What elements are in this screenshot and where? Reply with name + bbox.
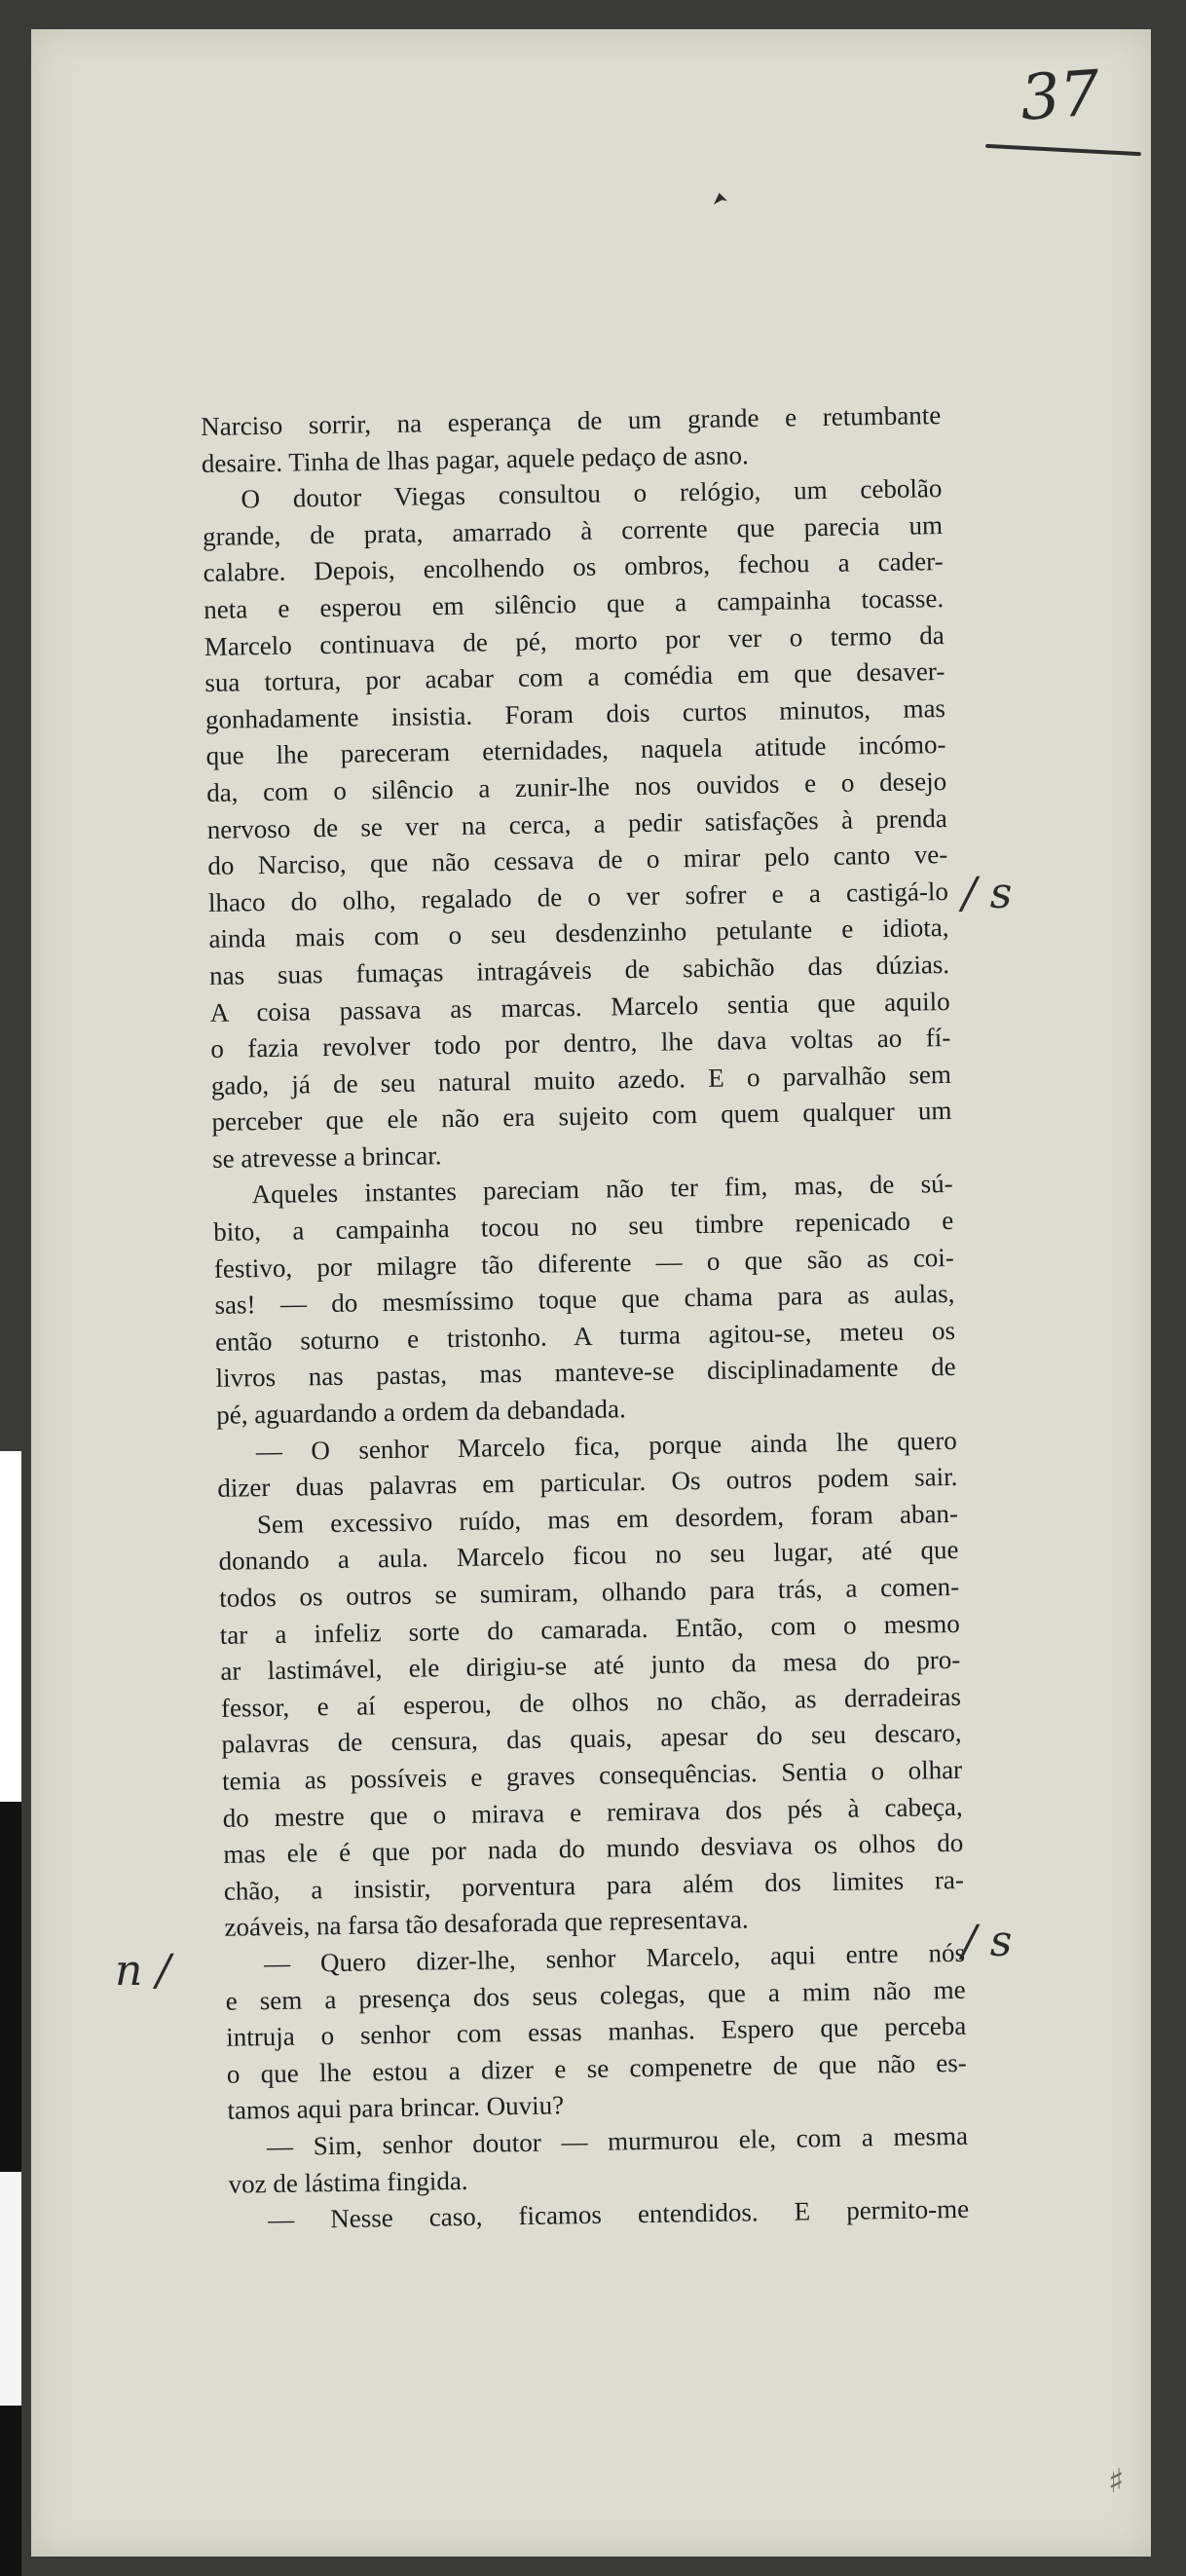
text-line: zoáveis, na farsa tão desaforada que representava. xyxy=(224,1904,749,1943)
text-line: calabre. Depois, encolhendo os ombros, fechou a cader- xyxy=(203,546,944,588)
text-line: chão, a insistir, porventura para além dos limites ra- xyxy=(223,1864,965,1906)
text-line: gado, já de seu natural muito azedo. E o parvalhão sem xyxy=(210,1059,952,1101)
text-line: do Narciso, que não cessava de o mirar pelo canto ve- xyxy=(207,840,948,881)
text-line: sas! — do mesmíssimo toque que chama para as aulas, xyxy=(214,1279,955,1321)
text-line: voz de lástima fingida. xyxy=(228,2165,468,2199)
page-number: 37 xyxy=(1018,57,1102,135)
text-line: grande, de prata, amarrado à corrente que parecia um xyxy=(202,509,944,551)
margin-correction-mark: n / xyxy=(115,1946,171,1996)
text-line: ainda mais com o seu desdenzinho petulante e idiota, xyxy=(208,913,949,954)
text-line: dizer duas palavras em particular. Os outros podem sair. xyxy=(217,1462,958,1504)
margin-correction-mark: / s xyxy=(962,1917,1013,1966)
text-line: gonhadamente insistia. Foram dois curtos minutos, mas xyxy=(204,692,946,734)
corner-pencil-mark: ♯ xyxy=(1108,2462,1125,2501)
text-line: então soturno e tristonho. A turma agitou-se, meteu os xyxy=(214,1315,956,1357)
text-line: pé, aguardando a ordem da debandada. xyxy=(215,1394,626,1430)
text-line: O doutor Viegas consultou o relógio, um cebolão xyxy=(241,473,943,514)
text-line: lhaco do olho, regalado de o ver sofrer e a castigá-lo xyxy=(207,876,949,917)
body-text xyxy=(201,397,969,2239)
text-line: o fazia revolver todo por dentro, lhe dava voltas ao fí- xyxy=(210,1023,951,1064)
text-line: tamos aqui para brincar. Ouviu? xyxy=(227,2090,565,2126)
text-line: — Sim, senhor doutor — murmurou ele, com a mesma xyxy=(266,2120,969,2162)
text-line: desaire. Tinha de lhas pagar, aquele pedaço de asno. xyxy=(201,439,750,478)
text-line: — Quero dizer-lhe, senhor Marcelo, aqui entre nós xyxy=(263,1937,966,1979)
text-line: se atrevesse a brincar. xyxy=(211,1140,442,1174)
text-line: — O senhor Marcelo fica, porque ainda lhe quero xyxy=(255,1425,957,1466)
text-line: sua tortura, por acabar com a comédia em que desaver- xyxy=(204,656,945,698)
text-line: perceber que ele não era sujeito com quem qualquer um xyxy=(211,1096,952,1138)
text-line: Sem excessivo ruído, mas em desordem, foram aban- xyxy=(256,1498,959,1540)
text-line: A coisa passava as marcas. Marcelo sentia que aquilo xyxy=(209,986,950,1027)
text-line: Narciso sorrir, na esperança de um grande e retumbante xyxy=(201,400,942,441)
text-line: palavras de censura, das quais, apesar do seu descaro, xyxy=(221,1718,962,1760)
text-line: o que lhe estou a dizer e se compenetre de que não es- xyxy=(226,2047,967,2089)
text-line: todos os outros se sumiram, olhando para trás, a comen- xyxy=(218,1571,960,1613)
margin-correction-mark: / s xyxy=(962,869,1013,918)
text-line: fessor, e aí esperou, de olhos no chão, as derradeiras xyxy=(220,1681,962,1723)
text-line: intruja o senhor com essas manhas. Espero que perceba xyxy=(226,2010,967,2052)
text-line: nervoso de se ver na cerca, a pedir satisfações à prenda xyxy=(206,803,947,844)
text-line: e sem a presença dos seus colegas, que a mim não me xyxy=(225,1974,966,2016)
text-line: temia as possíveis e graves consequências. Sentia o olhar xyxy=(221,1754,963,1796)
text-line: neta e esperou em silêncio que a campainha tocasse. xyxy=(203,583,945,624)
text-line: — Nesse caso, ficamos entendidos. E permito-me xyxy=(267,2193,970,2235)
text-line: da, com o silêncio a zunir-lhe nos ouvidos e o desejo xyxy=(205,765,947,807)
text-line: donando a aula. Marcelo ficou no seu lugar, até que xyxy=(218,1535,959,1577)
text-line: Aqueles instantes pareciam não ter fim, mas, de sú- xyxy=(251,1169,953,1210)
text-line: Marcelo continuava de pé, morto por ver o termo da xyxy=(204,619,945,661)
text-line: do mestre que o mirava e remirava dos pés à cabeça, xyxy=(222,1791,963,1833)
text-line: livros nas pastas, mas manteve-se disciplinadamente de xyxy=(215,1352,956,1394)
text-line: festivo, por milagre tão diferente — o que são as coi- xyxy=(213,1242,955,1284)
text-line: nas suas fumaças intragáveis de sabichão das dúzias. xyxy=(208,949,950,990)
text-line: ar lastimável, ele dirigiu-se até junto da mesa do pro- xyxy=(220,1645,961,1687)
text-line: que lhe pareceram eternidades, naquela atitude incómo- xyxy=(205,729,946,771)
text-line: tar a infeliz sorte do camarada. Então, com o mesmo xyxy=(219,1608,960,1650)
text-line: mas ele é que por nada do mundo desviava os olhos do xyxy=(223,1828,964,1869)
scan-color-ruler xyxy=(0,1451,21,2576)
text-line: bito, a campainha tocou no seu timbre repenicado e xyxy=(213,1206,954,1247)
